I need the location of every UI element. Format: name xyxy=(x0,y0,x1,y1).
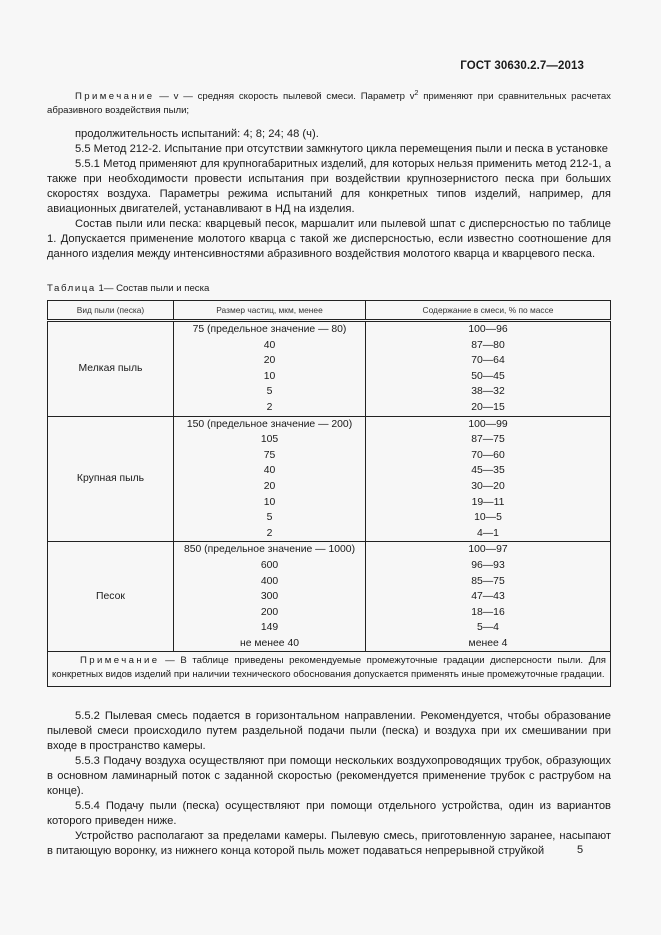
group-type-cell: Крупная пыль xyxy=(48,416,174,542)
content-cell: 87—75 xyxy=(366,432,611,448)
page-number: 5 xyxy=(577,844,584,856)
table-header-row xyxy=(48,301,611,321)
section-5-5-3: 5.5.3 Подачу воздуха осуществляют при помощи нескольких воздухопроводящих трубок, образующих в основном ламинарный поток с заданной скоростью (рекомендуется применение трубок с раструбом на конце). xyxy=(47,755,611,797)
content-cell: 100—96 xyxy=(366,321,611,338)
size-cell: 400 xyxy=(174,574,366,590)
section-5-5: 5.5 Метод 212-2. Испытание при отсутствии замкнутого цикла перемещения пыли и песка в установке xyxy=(75,143,608,155)
content-cell: 38—32 xyxy=(366,384,611,400)
content-cell: 70—60 xyxy=(366,448,611,464)
table-caption: Таблица 1— Состав пыли и песка xyxy=(47,283,210,294)
content-cell: 100—97 xyxy=(366,542,611,558)
content-cell: 19—11 xyxy=(366,495,611,511)
content-cell: 85—75 xyxy=(366,574,611,590)
content-cell: 30—20 xyxy=(366,479,611,495)
table-note-label: Примечание xyxy=(80,655,160,667)
dust-composition-table xyxy=(47,300,611,687)
size-cell: 10 xyxy=(174,369,366,385)
size-cell: 10 xyxy=(174,495,366,511)
size-cell: 20 xyxy=(174,479,366,495)
content-cell: 20—15 xyxy=(366,400,611,416)
standard-code: ГОСТ 30630.2.7—2013 xyxy=(460,60,584,72)
content-cell: 18—16 xyxy=(366,605,611,621)
content-cell: 50—45 xyxy=(366,369,611,385)
content-cell: 5—4 xyxy=(366,620,611,636)
size-cell: 2 xyxy=(174,526,366,542)
content-cell: 96—93 xyxy=(366,558,611,574)
size-cell: 200 xyxy=(174,605,366,621)
note-label: Примечание xyxy=(75,91,155,102)
composition-paragraph: Состав пыли или песка: кварцевый песок, маршалит или пылевой шпат с дисперсностью по таблице 1. Допускается применение молотого кварца с такой же дисперсностью, если известно соотношение для данного изделия между интенсивностями абразивного воздействия молотого кварца и кварцевого песка. xyxy=(47,218,611,260)
size-cell: 600 xyxy=(174,558,366,574)
content-cell: менее 4 xyxy=(366,636,611,652)
content-cell: 100—99 xyxy=(366,416,611,432)
size-cell: 40 xyxy=(174,463,366,479)
size-cell: 75 (предельное значение — 80) xyxy=(174,321,366,338)
content-cell: 10—5 xyxy=(366,510,611,526)
header-size: Размер частиц, мкм, менее xyxy=(174,301,366,321)
content-cell: 70—64 xyxy=(366,353,611,369)
size-cell: 75 xyxy=(174,448,366,464)
intro-note: Примечание — v — средняя скорость пылевой смеси. Параметр $v^2$ применяют при сравнительных расчетах абразивного воздействия пыли; xyxy=(47,89,611,116)
size-cell: 150 (предельное значение — 200) xyxy=(174,416,366,432)
header-type: Вид пыли (песка) xyxy=(48,301,174,321)
size-cell: 105 xyxy=(174,432,366,448)
after-table-block xyxy=(47,709,611,859)
content-cell: 47—43 xyxy=(366,589,611,605)
content-cell: 4—1 xyxy=(366,526,611,542)
size-cell: 149 xyxy=(174,620,366,636)
size-cell: 20 xyxy=(174,353,366,369)
table-row xyxy=(48,321,611,338)
device-paragraph: Устройство располагают за пределами камеры. Пылевую смесь, приготовленную заранее, насыпают в питающую воронку, из нижнего конца которой пыль может подаваться непрерывной струйкой xyxy=(47,830,611,857)
section-5-5-1: 5.5.1 Метод применяют для крупногабаритных изделий, для которых нельзя применить метод 212-1, а также при необходимости провести испытания при воздействии крупнозернистого песка при больших скоростях воздуха. Параметры режима испытаний для конкретных типов изделий, например, для авиационных двигателей, устанавливают в НД на изделия. xyxy=(47,158,611,215)
size-cell: 300 xyxy=(174,589,366,605)
table-row xyxy=(48,542,611,558)
header-content: Содержание в смеси, % по массе xyxy=(366,301,611,321)
size-cell: 40 xyxy=(174,338,366,354)
group-type-cell: Песок xyxy=(48,542,174,652)
table-note-row xyxy=(48,652,611,687)
size-cell: 5 xyxy=(174,384,366,400)
content-cell: 45—35 xyxy=(366,463,611,479)
size-cell: 2 xyxy=(174,400,366,416)
content-cell: 87—80 xyxy=(366,338,611,354)
group-type-cell: Мелкая пыль xyxy=(48,321,174,417)
size-cell: не менее 40 xyxy=(174,636,366,652)
table-row xyxy=(48,416,611,432)
table-note: Примечание — В таблице приведены рекомендуемые промежуточные градации дисперсности пыли. Для конкретных видов изделий при наличии технического обоснования допускается применять иные промежуточные градации. xyxy=(48,652,611,687)
test-duration: продолжительность испытаний: 4; 8; 24; 48 (ч). xyxy=(75,128,319,140)
size-cell: 5 xyxy=(174,510,366,526)
size-cell: 850 (предельное значение — 1000) xyxy=(174,542,366,558)
intro-block xyxy=(47,90,611,262)
section-5-5-4: 5.5.4 Подачу пыли (песка) осуществляют при помощи отдельного устройства, один из вариантов которого приведен ниже. xyxy=(47,800,611,827)
section-5-5-2: 5.5.2 Пылевая смесь подается в горизонтальном направлении. Рекомендуется, чтобы образование пылевой смеси происходило путем раздельной подачи пыли (песка) и воздуха при их смешивании при входе в пространство камеры. xyxy=(47,710,611,752)
